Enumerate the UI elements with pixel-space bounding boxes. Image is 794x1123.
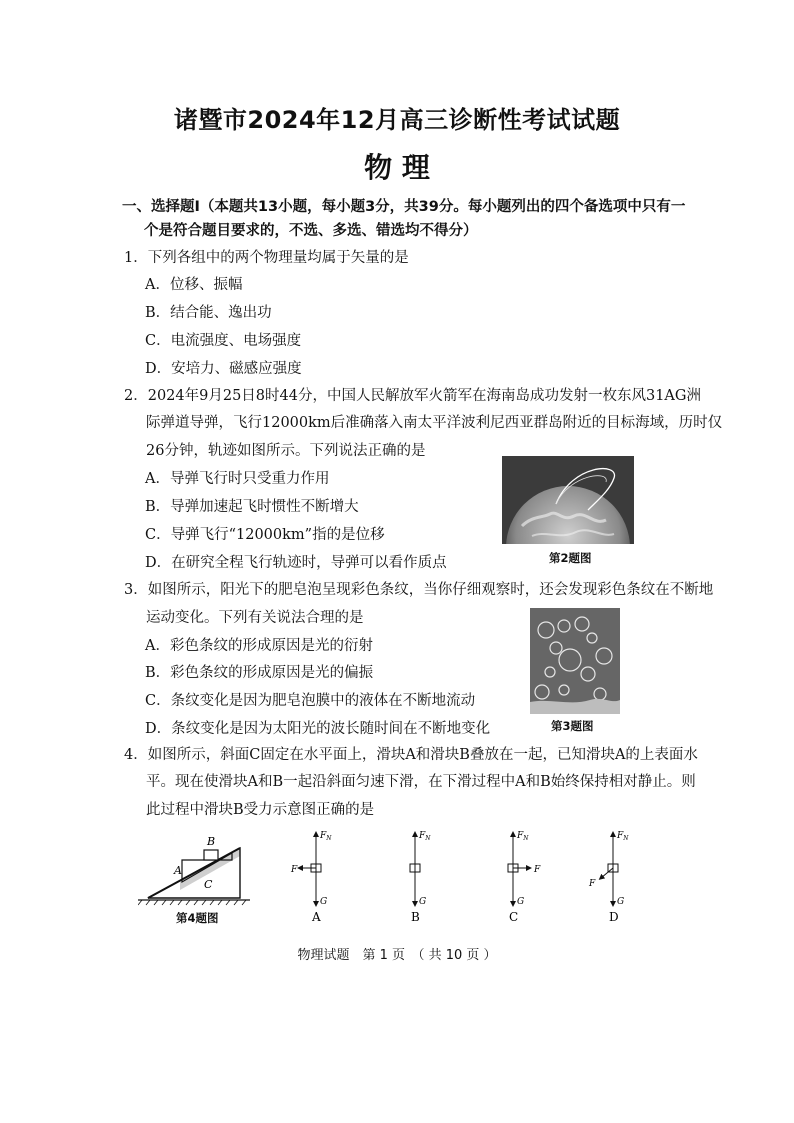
svg-text:FN — [616, 831, 629, 842]
force-diagram-d — [585, 828, 641, 924]
fn-subscript: N — [425, 835, 431, 842]
q4-stem-line2: 平。现在使滑块A和B一起沿斜面匀速下滑，在下滑过程中A和B始终保持相对静止。则 — [146, 774, 696, 790]
g-label: G — [517, 897, 525, 907]
option-b-label: B — [411, 910, 420, 924]
q3-option-d: D．条纹变化是因为太阳光的波长随时间在不断地变化 — [145, 721, 491, 737]
soap-bubble-figure — [530, 608, 620, 714]
option-c-label: C — [509, 910, 519, 924]
q2-option-c: C．导弹飞行“12000km”指的是位移 — [145, 527, 385, 543]
q2-option-a: A．导弹飞行时只受重力作用 — [145, 471, 330, 487]
section-heading-line2: 个是符合题目要求的，不选、多选、错选均不得分） — [144, 223, 478, 239]
force-diagram-b — [387, 828, 443, 924]
incline-c-label: C — [204, 878, 213, 891]
force-diagram-a — [288, 828, 344, 924]
block-b-label: B — [207, 835, 216, 848]
g-label: G — [419, 897, 427, 907]
q4-stem-line3: 此过程中滑块B受力示意图正确的是 — [146, 802, 375, 818]
subject-title: 物 理 — [364, 151, 430, 184]
g-label: G — [617, 897, 625, 907]
f-label: F — [291, 865, 298, 875]
fn-subscript: N — [326, 835, 332, 842]
q3-stem-line2: 运动变化。下列有关说法合理的是 — [146, 610, 364, 626]
svg-text:FN — [516, 831, 529, 842]
section-heading-line1: 一、选择题Ⅰ（本题共13小题，每小题3分，共39分。每小题列出的四个备选项中只有一 — [122, 199, 686, 215]
q2-option-b: B．导弹加速起飞时惯性不断增大 — [145, 499, 359, 515]
fn-label: F — [320, 831, 327, 841]
q1-option-d: D．安培力、磁感应强度 — [145, 361, 302, 377]
g-label: G — [320, 897, 328, 907]
q2-stem-line1: 2．2024年9月25日8时44分，中国人民解放军火箭军在海南岛成功发射一枚东风31AG洲 — [124, 388, 701, 404]
q2-figure-caption: 第2题图 — [549, 551, 592, 565]
q2-stem-line2: 际弹道导弹，飞行12000km后准确落入南太平洋波利尼西亚群岛附近的目标海域，历时仅 — [146, 415, 723, 431]
q1-stem: 1．下列各组中的两个物理量均属于矢量的是 — [124, 250, 409, 266]
f-label: F — [534, 865, 541, 875]
svg-text:FN — [319, 831, 332, 842]
q1-option-b: B．结合能、逸出功 — [145, 305, 272, 321]
option-a-label: A — [312, 910, 321, 924]
q2-option-d: D．在研究全程飞行轨迹时，导弹可以看作质点 — [145, 555, 447, 571]
q4-stem-line1: 4．如图所示，斜面C固定在水平面上，滑块A和滑块B叠放在一起，已知滑块A的上表面水 — [124, 747, 698, 763]
q3-stem-line1: 3．如图所示，阳光下的肥皂泡呈现彩色条纹，当你仔细观察时，还会发现彩色条纹在不断地 — [124, 582, 714, 598]
force-diagram-c — [485, 828, 545, 924]
q1-option-c: C．电流强度、电场强度 — [145, 333, 302, 349]
incline-diagram — [138, 830, 250, 910]
f-label: F — [589, 879, 596, 889]
fn-label: F — [517, 831, 524, 841]
block-a-label: A — [174, 864, 182, 877]
page-footer: 物理试题 第 1 页 （ 共 10 页 ） — [297, 948, 497, 963]
option-d-label: D — [609, 910, 619, 924]
fn-subscript: N — [623, 835, 629, 842]
missile-trajectory-figure — [502, 456, 634, 544]
q3-option-b: B．彩色条纹的形成原因是光的偏振 — [145, 665, 374, 681]
fn-label: F — [617, 831, 624, 841]
q2-stem-line3: 26分钟，轨迹如图所示。下列说法正确的是 — [146, 443, 426, 459]
q3-option-a: A．彩色条纹的形成原因是光的衍射 — [145, 638, 373, 654]
svg-text:FN — [418, 831, 431, 842]
q3-option-c: C．条纹变化是因为肥皂泡膜中的液体在不断地流动 — [145, 693, 476, 709]
fn-subscript: N — [523, 835, 529, 842]
page-title: 诸暨市2024年12月高三诊断性考试试题 — [173, 106, 621, 134]
fn-label: F — [419, 831, 426, 841]
q3-figure-caption: 第3题图 — [551, 719, 594, 733]
q4-figure-caption: 第4题图 — [176, 911, 219, 925]
q1-option-a: A．位移、振幅 — [145, 277, 243, 293]
